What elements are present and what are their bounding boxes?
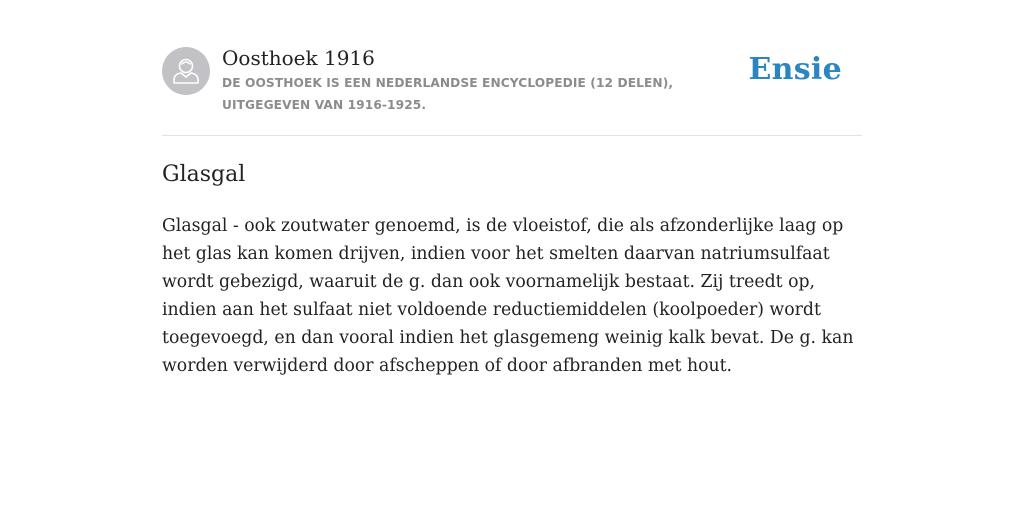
entry-body: Glasgal - ook zoutwater genoemd, is de vloeistof, die als afzonderlijke laag op het glas kan komen drijven, indien voor het smelten daarvan natriumsulfaat wordt gebezigd, waaruit de g. dan ook voornamelijk bestaat. Zij treedt op, indien aan het sulfaat niet voldoende reductiemiddelen (koolpoeder) wordt toegevoegd, en dan vooral indien het glasgemeng weinig kalk bevat. De g. kan worden verwijderd door afscheppen of door afbranden met hout. (162, 216, 854, 376)
entry-title: Glasgal (162, 162, 246, 187)
source-name[interactable]: Oosthoek 1916 (222, 46, 375, 70)
source-header (162, 44, 862, 134)
source-avatar[interactable] (162, 47, 210, 95)
divider (162, 135, 862, 136)
source-description: DE OOSTHOEK IS EEN NEDERLANDSE ENCYCLOPEDIE (12 DELEN), UITGEGEVEN VAN 1916-1925. (222, 76, 674, 112)
ensie-logo-link[interactable]: Ensie (748, 52, 842, 87)
user-icon (162, 47, 210, 95)
